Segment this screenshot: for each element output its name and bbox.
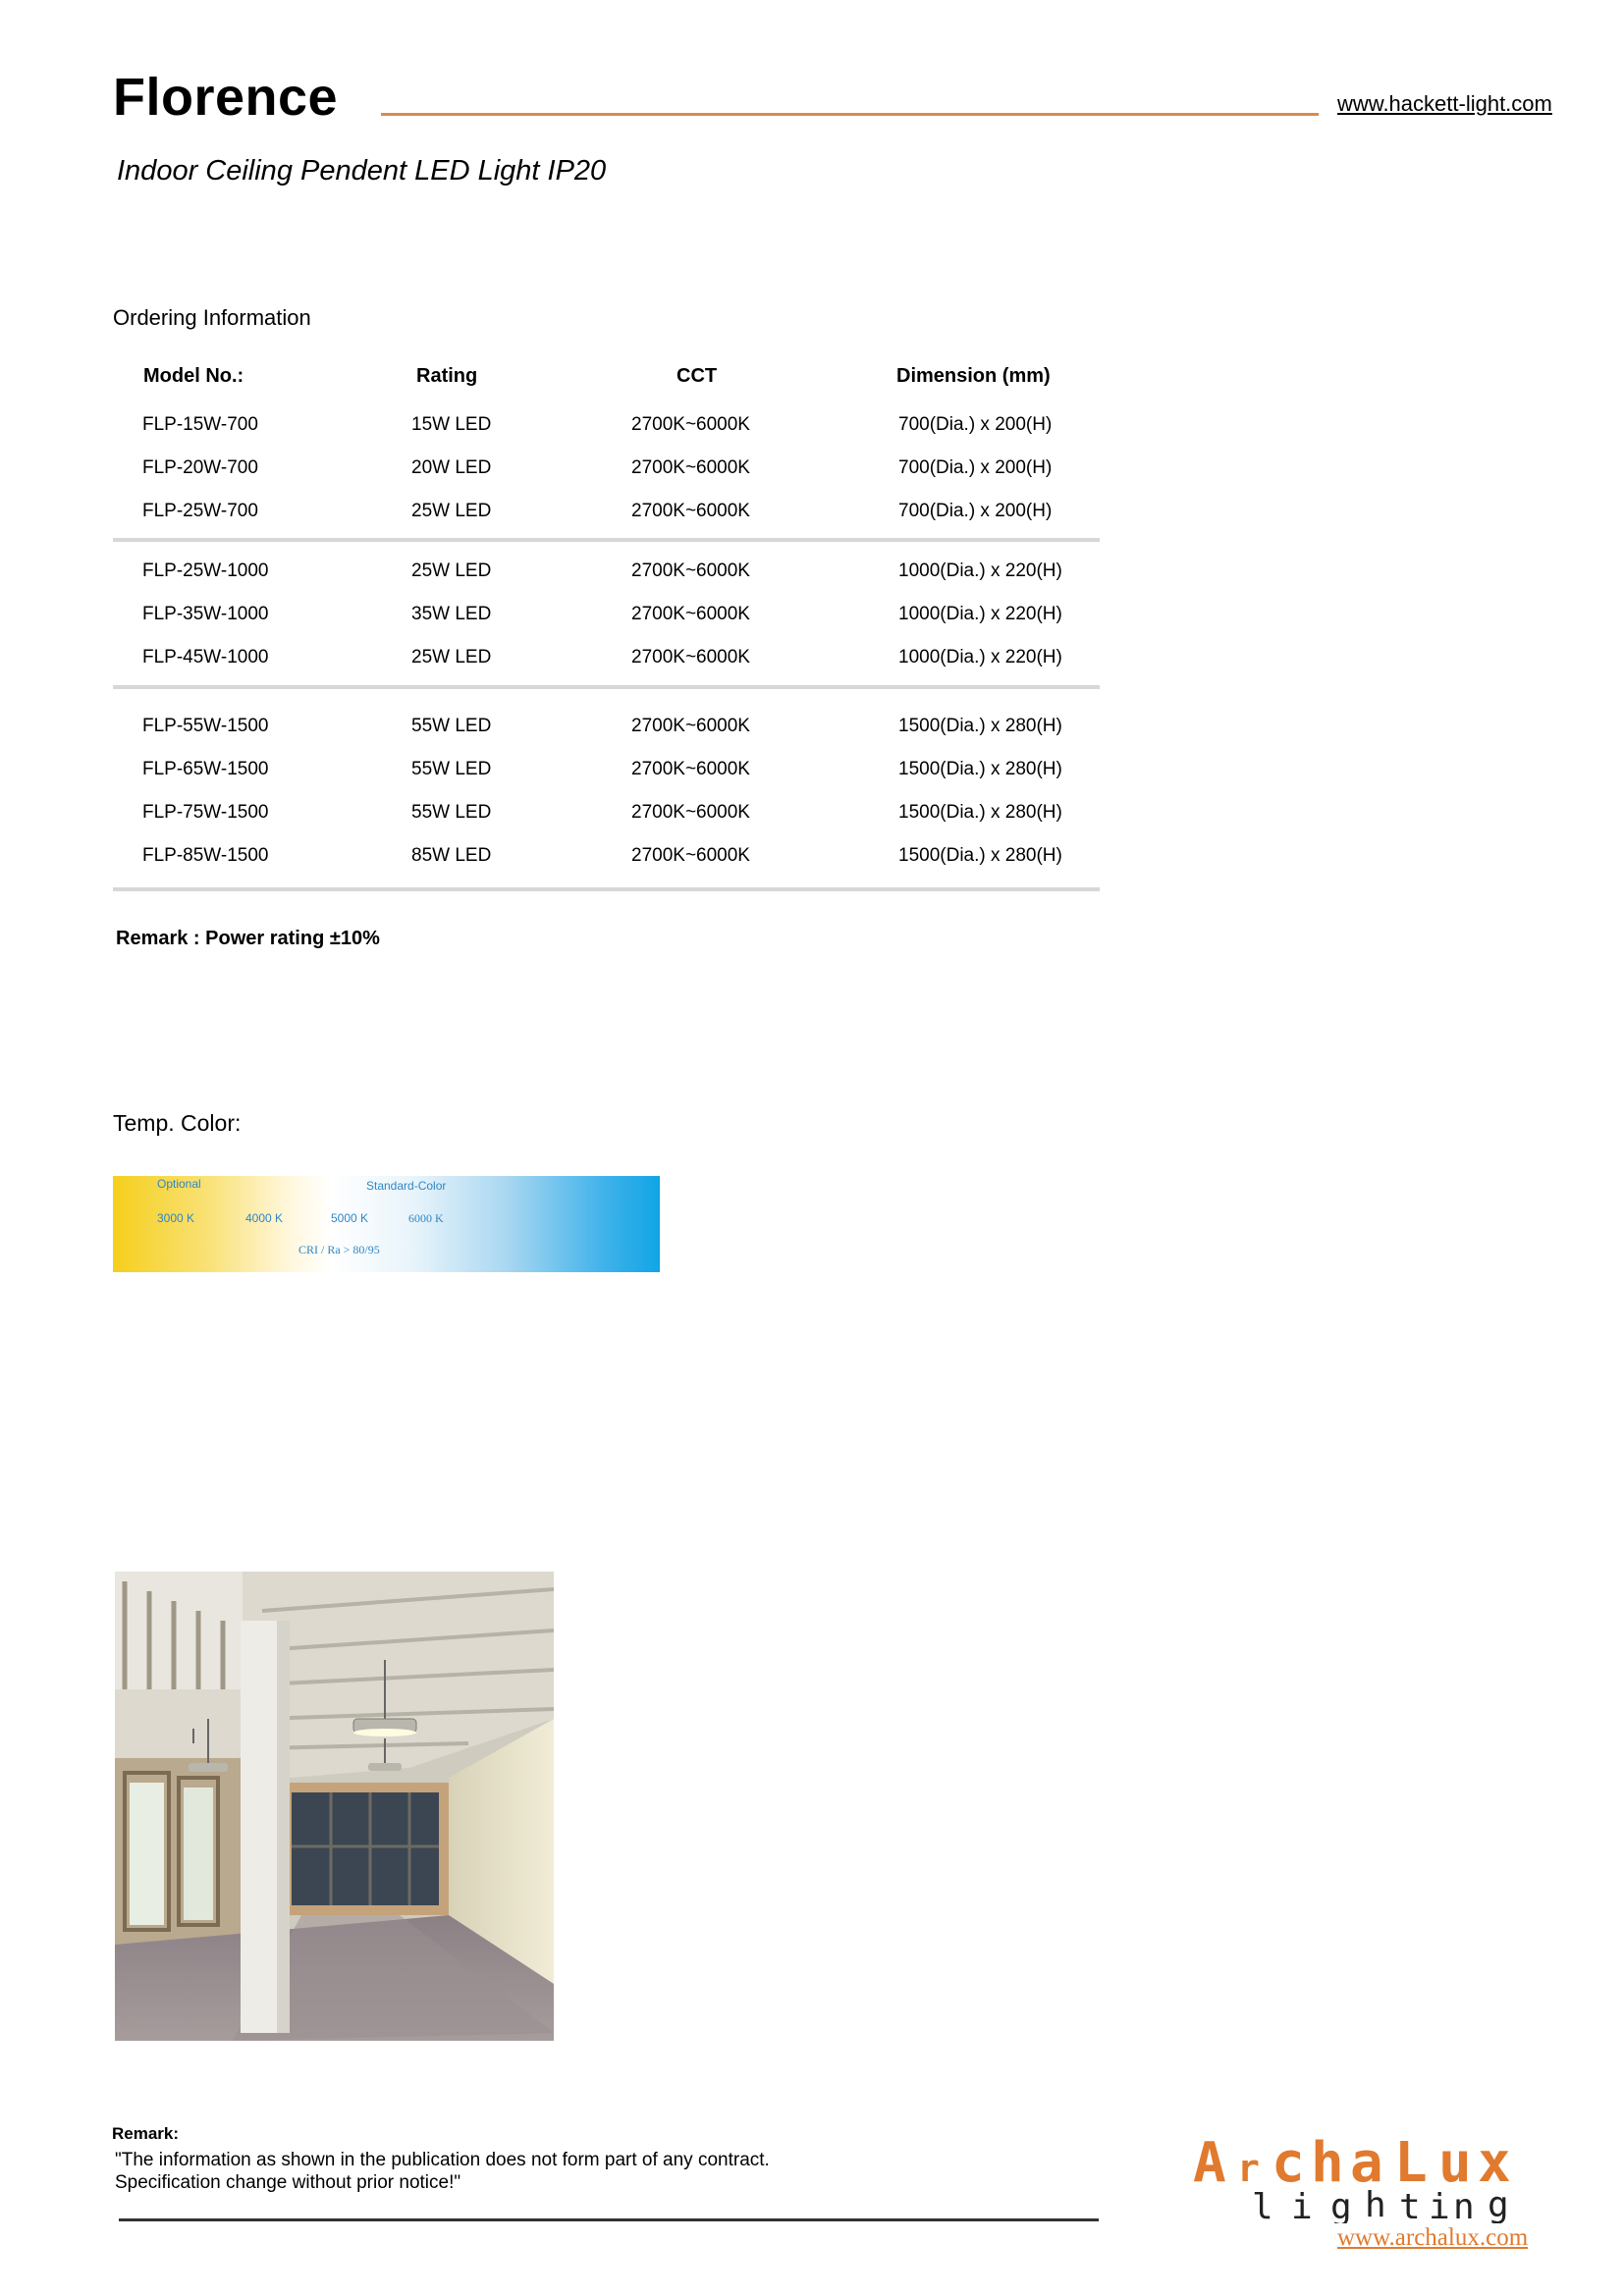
svg-text:t: t (1399, 2187, 1421, 2223)
cell-model: FLP-25W-1000 (142, 561, 269, 581)
temp-4000k-label: 4000 K (245, 1211, 284, 1225)
svg-text:l: l (1252, 2187, 1273, 2223)
cell-dimension: 1000(Dia.) x 220(H) (898, 604, 1062, 624)
cell-dimension: 1000(Dia.) x 220(H) (898, 647, 1062, 667)
cell-rating: 55W LED (411, 759, 492, 779)
cell-cct: 2700K~6000K (631, 716, 750, 736)
cell-dimension: 1500(Dia.) x 280(H) (898, 759, 1062, 779)
column-header-cct: CCT (677, 365, 718, 387)
cell-cct: 2700K~6000K (631, 604, 750, 624)
cell-cct: 2700K~6000K (631, 759, 750, 779)
cell-dimension: 1500(Dia.) x 280(H) (898, 845, 1062, 866)
page-subtitle: Indoor Ceiling Pendent LED Light IP20 (117, 155, 607, 187)
cell-model: FLP-25W-700 (142, 501, 258, 521)
svg-text:x: x (1478, 2131, 1511, 2195)
page-title: Florence (113, 68, 339, 127)
cell-dimension: 1000(Dia.) x 220(H) (898, 561, 1062, 581)
svg-text:a: a (1350, 2131, 1383, 2195)
cell-dimension: 700(Dia.) x 200(H) (898, 501, 1053, 521)
cell-model: FLP-15W-700 (142, 414, 258, 435)
footer-divider (119, 2218, 1099, 2221)
archalux-website-link[interactable]: www.archalux.com (1337, 2224, 1529, 2251)
cell-model: FLP-75W-1500 (142, 802, 269, 823)
color-temperature-bar (113, 1176, 660, 1272)
group-divider (113, 887, 1100, 891)
cell-model: FLP-35W-1000 (142, 604, 269, 624)
cell-model: FLP-20W-700 (142, 457, 258, 478)
cell-dimension: 700(Dia.) x 200(H) (898, 457, 1053, 478)
cell-cct: 2700K~6000K (631, 561, 750, 581)
cell-rating: 25W LED (411, 647, 492, 667)
svg-text:u: u (1438, 2131, 1472, 2195)
svg-text:r: r (1237, 2147, 1260, 2190)
cell-rating: 20W LED (411, 457, 492, 478)
cri-label: CRI / Ra > 80/95 (298, 1243, 380, 1256)
cell-model: FLP-55W-1500 (142, 716, 269, 736)
cell-rating: 55W LED (411, 716, 492, 736)
temp-6000k-label: 6000 K (408, 1211, 444, 1225)
footer-remark-line: Specification change without prior notice!" (115, 2172, 461, 2193)
svg-text:n: n (1453, 2187, 1475, 2223)
cell-model: FLP-45W-1000 (142, 647, 269, 667)
svg-text:c: c (1272, 2131, 1305, 2195)
cell-rating: 85W LED (411, 845, 492, 866)
column-header-model: Model No.: (143, 365, 244, 387)
svg-text:i: i (1429, 2187, 1450, 2223)
cell-rating: 15W LED (411, 414, 492, 435)
standard-color-label: Standard-Color (366, 1179, 447, 1193)
cell-rating: 25W LED (411, 501, 492, 521)
cell-cct: 2700K~6000K (631, 457, 750, 478)
cell-model: FLP-65W-1500 (142, 759, 269, 779)
group-divider (113, 538, 1100, 542)
cell-model: FLP-85W-1500 (142, 845, 269, 866)
cell-dimension: 1500(Dia.) x 280(H) (898, 802, 1062, 823)
cell-cct: 2700K~6000K (631, 501, 750, 521)
ordering-heading: Ordering Information (113, 305, 311, 330)
footer-remark-label: Remark: (112, 2124, 180, 2143)
svg-text:h: h (1365, 2185, 1386, 2223)
svg-text:g: g (1330, 2187, 1352, 2223)
cell-rating: 35W LED (411, 604, 492, 624)
column-header-dimension: Dimension (mm) (896, 365, 1051, 387)
cell-cct: 2700K~6000K (631, 647, 750, 667)
svg-text:i: i (1291, 2187, 1313, 2223)
title-divider (381, 113, 1319, 116)
temp-color-heading: Temp. Color: (113, 1110, 242, 1136)
cell-rating: 55W LED (411, 802, 492, 823)
optional-label: Optional (157, 1177, 201, 1191)
website-link[interactable]: www.hackett-light.com (1337, 91, 1552, 116)
power-remark: Remark : Power rating ±10% (116, 928, 380, 949)
svg-text:A: A (1193, 2131, 1226, 2195)
cell-cct: 2700K~6000K (631, 414, 750, 435)
svg-text:L: L (1394, 2131, 1428, 2195)
column-header-rating: Rating (416, 365, 478, 387)
temp-5000k-label: 5000 K (331, 1211, 369, 1225)
cell-cct: 2700K~6000K (631, 845, 750, 866)
product-installation-photo (115, 1572, 554, 2041)
footer-remark-line: "The information as shown in the publication does not form part of any contract. (115, 2150, 770, 2170)
cell-dimension: 700(Dia.) x 200(H) (898, 414, 1053, 435)
cell-cct: 2700K~6000K (631, 802, 750, 823)
temp-3000k-label: 3000 K (157, 1211, 195, 1225)
svg-text:h: h (1311, 2131, 1344, 2195)
cell-dimension: 1500(Dia.) x 280(H) (898, 716, 1062, 736)
cell-rating: 25W LED (411, 561, 492, 581)
svg-text:g: g (1488, 2185, 1509, 2223)
group-divider (113, 685, 1100, 689)
